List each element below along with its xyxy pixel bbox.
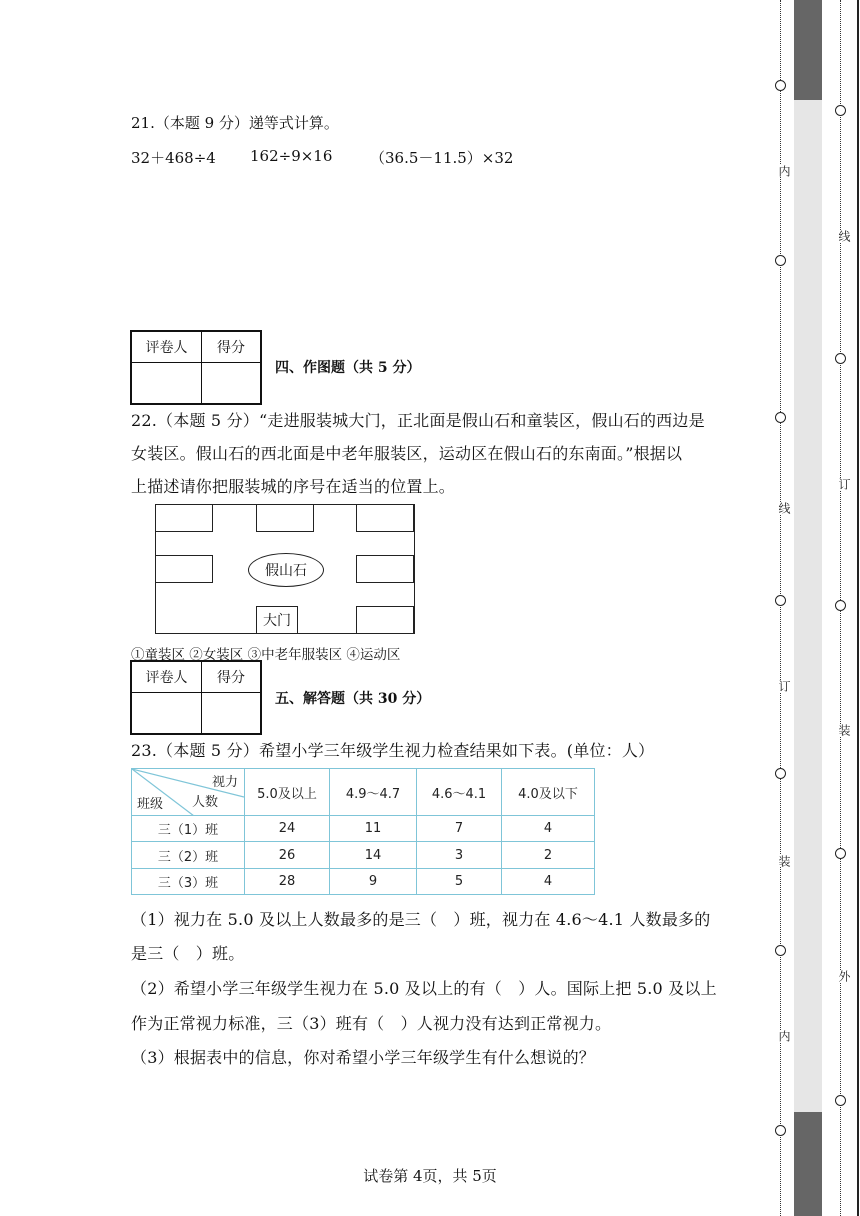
table-cell: 9 [330,869,417,895]
table-col-header: 4.6～4.1 [417,769,502,816]
map-area-e [356,555,414,583]
table-row [132,869,595,895]
margin-bar-middle [794,100,822,1112]
margin-label-inner: 内 [777,165,791,177]
grader-label: 评卷人 [132,332,202,363]
margin-bar-bottom [794,1112,822,1216]
map-rockery: 假山石 [248,553,324,587]
score-label: 得分 [202,662,260,693]
section4-title: 四、作图题（共 5 分） [275,360,421,376]
table-cell: 2 [502,842,595,869]
score-box-section5 [130,660,262,735]
q21-expression-1: 32＋468÷4 [131,149,216,167]
table-cell: 28 [245,869,330,895]
map-area-se [356,606,414,634]
clothing-mall-map [155,504,415,634]
row-class: 三（1）班 [132,816,245,842]
score-box-section4 [130,330,262,405]
margin-label-inner: 订 [777,680,791,692]
circle-mark [775,945,786,956]
grader-cell [132,693,202,733]
circle-mark [775,80,786,91]
q22-options: ①童装区 ②女装区 ③中老年服装区 ④运动区 [131,647,401,663]
grader-label: 评卷人 [132,662,202,693]
section5-title: 五、解答题（共 30 分） [275,691,431,707]
vision-table [131,768,595,895]
circle-mark [835,1095,846,1106]
table-col-header: 4.9～4.7 [330,769,417,816]
q21-expression-2: 162÷9×16 [250,147,333,165]
circle-mark [775,255,786,266]
circle-mark [835,848,846,859]
margin-edge-line [857,0,859,1216]
page-footer: 试卷第 4页，共 5页 [363,1167,497,1185]
margin-label-inner: 线 [777,502,791,514]
margin-bar-top [794,0,822,100]
table-cell: 4 [502,816,595,842]
table-row [132,816,595,842]
table-cell: 26 [245,842,330,869]
margin-label-outer: 装 [837,724,851,736]
row-class: 三（2）班 [132,842,245,869]
q22-line2: 女装区。假山石的西北面是中老年服装区，运动区在假山石的东南面。”根据以 [131,444,683,463]
grader-cell [132,363,202,403]
q21-heading: 21.（本题 9 分）递等式计算。 [131,114,339,132]
table-cell: 7 [417,816,502,842]
row-class: 三（3）班 [132,869,245,895]
table-col-header: 5.0及以上 [245,769,330,816]
q23-sub2-line1: （2）希望小学三年级学生视力在 5.0 及以上的有（ ）人。国际上把 5.0 及以上 [131,979,717,998]
table-cell: 5 [417,869,502,895]
margin-label-outer: 线 [837,230,851,242]
corner-class: 班级 [137,797,164,812]
score-cell [202,363,260,403]
corner-count: 人数 [192,795,219,810]
q23-sub1-line2: 是三（ ）班。 [131,944,245,963]
table-cell: 24 [245,816,330,842]
q23-sub3: （3）根据表中的信息，你对希望小学三年级学生有什么想说的？ [131,1048,595,1067]
margin-label-outer: 订 [837,478,851,490]
score-label: 得分 [202,332,260,363]
circle-mark [775,595,786,606]
margin-label-outer: 外 [837,970,851,982]
q22-line3: 上描述请你把服装城的序号在适当的位置上。 [131,477,456,496]
table-col-header: 4.0及以下 [502,769,595,816]
circle-mark [835,600,846,611]
circle-mark [835,105,846,116]
score-cell [202,693,260,733]
table-cell: 11 [330,816,417,842]
corner-vision: 视力 [211,775,238,790]
map-area-nw [155,504,213,532]
table-corner-cell [132,769,245,816]
table-row [132,842,595,869]
circle-mark [775,1125,786,1136]
table-cell: 14 [330,842,417,869]
margin-label-inner: 装 [777,855,791,867]
q21-expression-3: （36.5－11.5）×32 [370,149,514,167]
map-area-ne [356,504,414,532]
circle-mark [835,353,846,364]
circle-mark [775,412,786,423]
q22-line1: 22.（本题 5 分）“走进服装城大门，正北面是假山石和童装区，假山石的西边是 [131,411,705,430]
q23-heading: 23.（本题 5 分）希望小学三年级学生视力检查结果如下表。(单位：人） [131,741,655,760]
q23-sub2-line2: 作为正常视力标准，三（3）班有（ ）人视力没有达到正常视力。 [131,1014,612,1033]
table-cell: 3 [417,842,502,869]
circle-mark [775,768,786,779]
map-gate: 大门 [256,606,298,634]
map-area-n [256,504,314,532]
map-area-w [155,555,213,583]
margin-label-inner: 内 [777,1030,791,1042]
table-cell: 4 [502,869,595,895]
q23-sub1-line1: （1）视力在 5.0 及以上人数最多的是三（ ）班，视力在 4.6～4.1 人数最多的 [131,910,711,929]
